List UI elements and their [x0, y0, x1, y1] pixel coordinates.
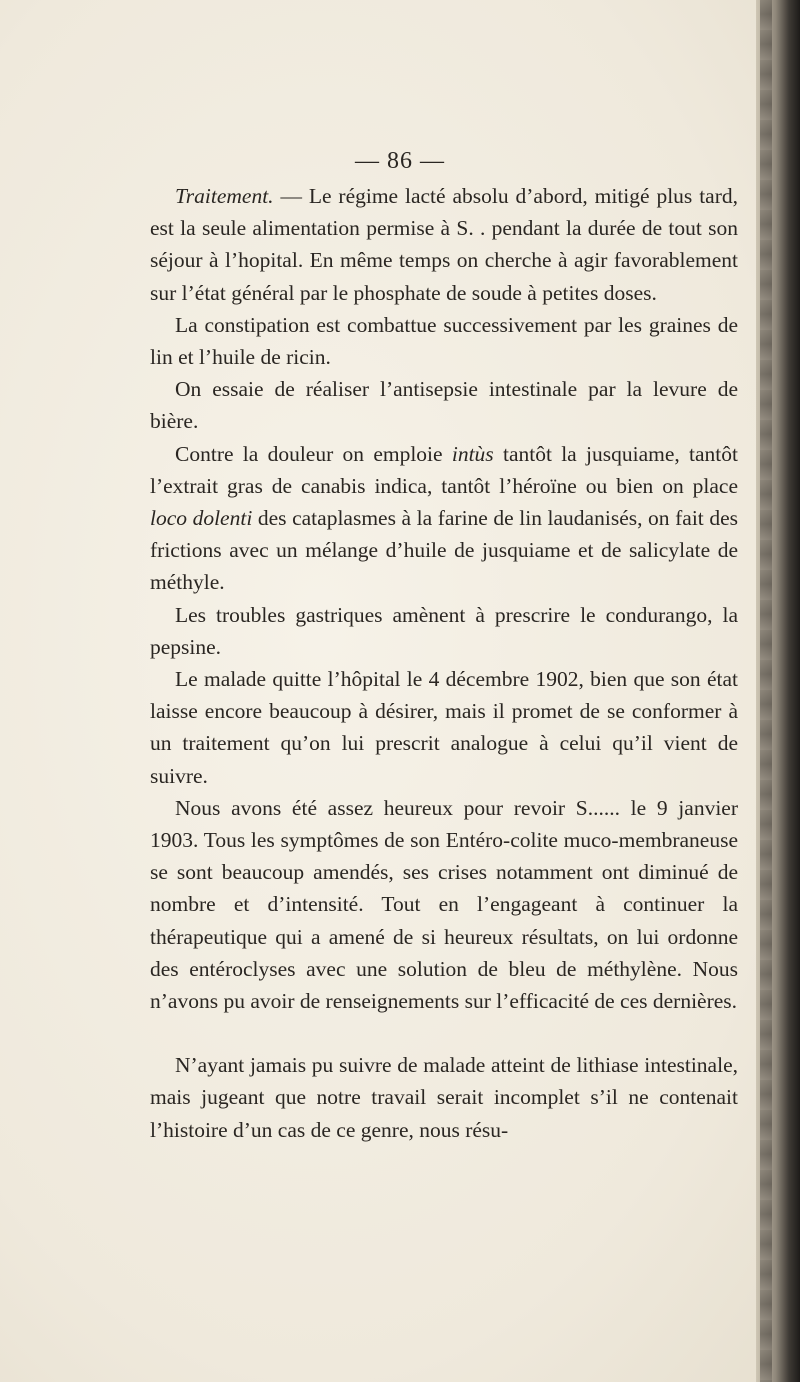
paragraph-sortie: Le malade quitte l’hôpital le 4 décembre 1902, bien que son état laisse encore beaucoup à désirer, mais il promet de se conformer à un traitement qu’on lui prescrit analogue à celui qu’il vient de suivre.	[150, 667, 738, 788]
body-text	[150, 180, 738, 1146]
paragraph-text: tantôt la jusquiame, tantôt l’extrait gras de canabis indica, tantôt l’héroïne ou bien on place	[150, 441, 738, 498]
paragraph-text: Contre la douleur on emploie	[175, 441, 452, 466]
paragraph-antisepsie: On essaie de réaliser l’antisepsie intestinale par la levure de bière.	[150, 377, 738, 434]
adjacent-page-edge	[760, 0, 772, 1382]
paragraph-revoir: Nous avons été assez heureux pour revoir S...... le 9 janvier 1903. Tous les symptômes de son Entéro-colite muco-membraneuse se sont beaucoup amendés, ses crises notamment ont diminué de nombre et d’intensité. Tout en l’engageant à continuer la thérapeutique qui a amené de si heureux résultats, on lui ordonne des entéroclyses avec une solution de bleu de méthylène. Nous n’avons pu avoir de renseignements sur l’efficacité de ces dernières.	[150, 795, 738, 1014]
paragraph-text: des cataplasmes à la farine de lin laudanisés, on fait des frictions avec un mélange d’huile de jusquiame et de salicylate de méthyle.	[150, 506, 738, 595]
section-lead: Traitement.	[175, 184, 274, 208]
paragraph-troubles: Les troubles gastriques amènent à prescrire le condurango, la pepsine.	[150, 602, 738, 659]
page-number: — 86 —	[355, 148, 445, 174]
paragraph-lithiase: N’ayant jamais pu suivre de malade atteint de lithiase intestinale, mais jugeant que notre travail serait incomplet s’il ne contenait l’histoire d’un cas de ce genre, nous résu-	[150, 1053, 738, 1142]
paragraph-douleur	[150, 438, 738, 599]
italic-term: loco dolenti	[150, 506, 253, 531]
paragraph-text: — Le régime lacté absolu d’abord, mitigé plus tard, est la seule alimentation permise à S. . pendant la durée de tout son séjour à l’hopital. En même temps on cherche à agir favorablement sur l’état général par le phosphate de soude à petites doses.	[150, 184, 738, 305]
paragraph-constipation: La constipation est combattue successivement par les graines de lin et l’huile de ricin.	[150, 312, 738, 370]
paragraph-traitement	[150, 180, 738, 309]
italic-term: intùs	[451, 441, 494, 466]
